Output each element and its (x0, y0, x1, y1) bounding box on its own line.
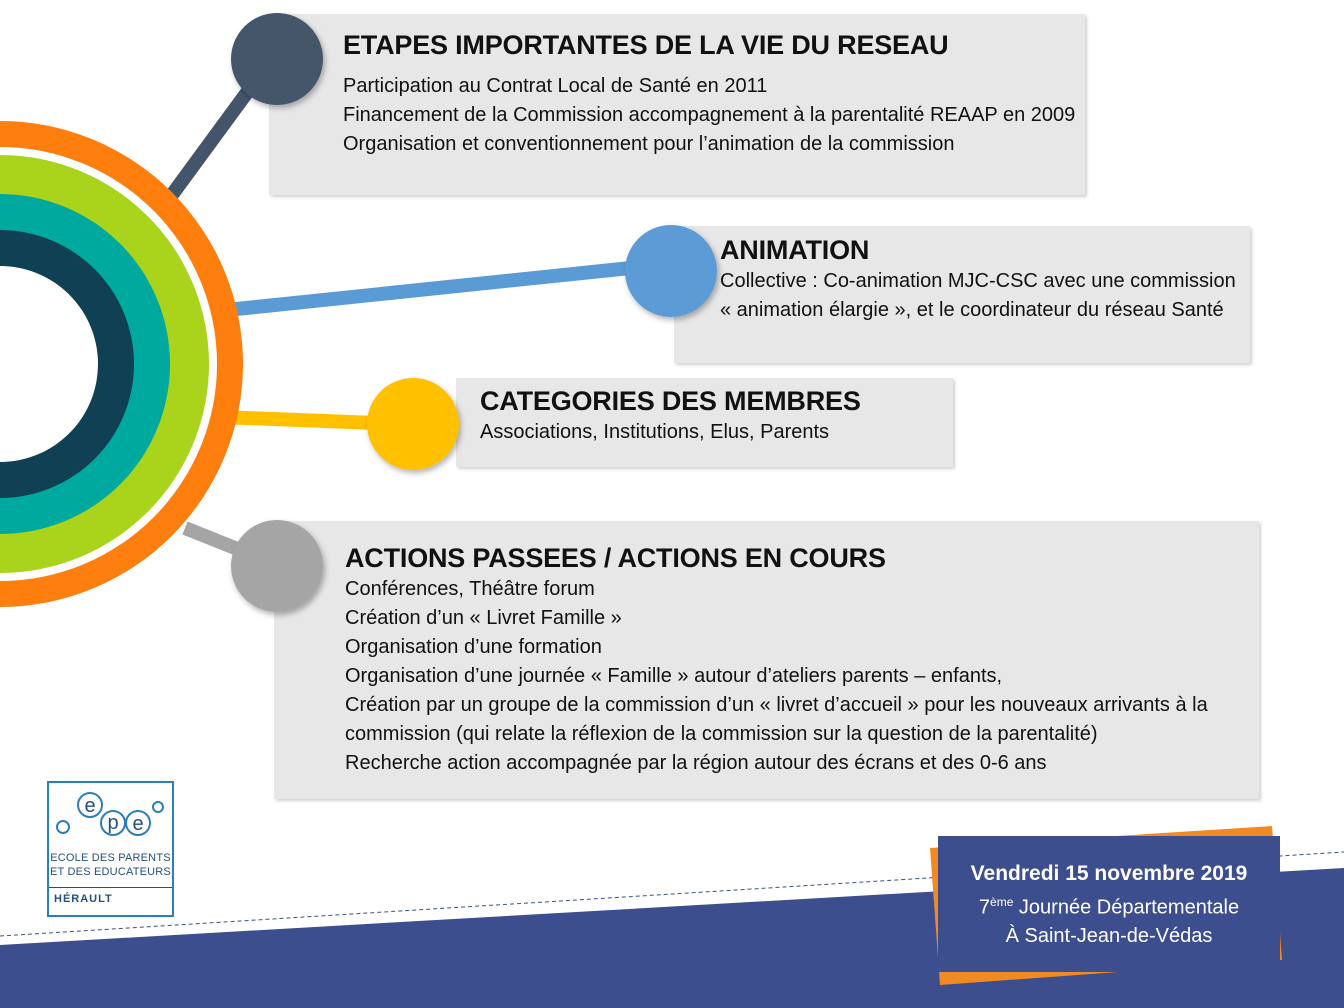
section-line: Organisation d’une journée « Famille » autour d’ateliers parents – enfants, (345, 665, 1003, 687)
edition-number: 7 (978, 896, 991, 919)
section-title: ETAPES IMPORTANTES DE LA VIE DU RESEAU (343, 30, 949, 60)
section-line: Financement de la Commission accompagnement à la parentalité REAAP en 2009 (343, 104, 1076, 126)
logo-dot (57, 821, 69, 833)
event-info-box (938, 836, 1280, 972)
connector-line-4 (185, 528, 265, 560)
section-line: Participation au Contrat Local de Santé en 2011 (343, 75, 768, 97)
event-date: Vendredi 15 novembre 2019 (970, 862, 1248, 885)
event-place: À Saint-Jean-de-Védas (1005, 924, 1213, 947)
logo-letter: e (84, 795, 96, 817)
event-edition (938, 888, 1280, 922)
section-title: ANIMATION (720, 235, 870, 265)
section-title: CATEGORIES DES MEMBRES (480, 386, 861, 416)
logo-dot (153, 802, 163, 812)
section-line: Collective : Co-animation MJC-CSC avec une commission « animation élargie », et le coordinateur du réseau Santé (720, 270, 1236, 321)
section-member-categories (456, 378, 953, 467)
section-actions (274, 521, 1259, 799)
section-milestones (269, 14, 1085, 195)
logo-line-1: ECOLE DES PARENTS (50, 852, 171, 864)
edition-ordinal: ème (990, 895, 1014, 909)
section-line: Associations, Institutions, Elus, Parents (480, 421, 830, 443)
logo-letter: e (132, 813, 144, 835)
section-line: Conférences, Théâtre forum (345, 578, 595, 600)
section-line: Organisation et conventionnement pour l’animation de la commission (343, 133, 955, 155)
section-line: Organisation d’une formation (345, 636, 602, 658)
section-line: Création d’un « Livret Famille » (345, 607, 622, 629)
logo-line-2: ET DES EDUCATEURS (50, 866, 171, 878)
logo-department: HÉRAULT (54, 893, 113, 905)
epe-logo (47, 781, 174, 917)
section-title: ACTIONS PASSEES / ACTIONS EN COURS (345, 543, 886, 573)
section-animation (674, 226, 1250, 363)
logo-letter: p (107, 812, 119, 834)
edition-text: Journée Départementale (1013, 896, 1240, 919)
logo-divider (49, 887, 172, 888)
section-line: Recherche action accompagnée par la région autour des écrans et des 0-6 ans (345, 752, 1047, 774)
section-line: Création par un groupe de la commission d’un « livret d’accueil » pour les nouveaux arrivants à la commission (qui relate la réflexion de la commission sur la question de la parentalité) (345, 694, 1208, 745)
logo-bubbles (49, 783, 172, 853)
